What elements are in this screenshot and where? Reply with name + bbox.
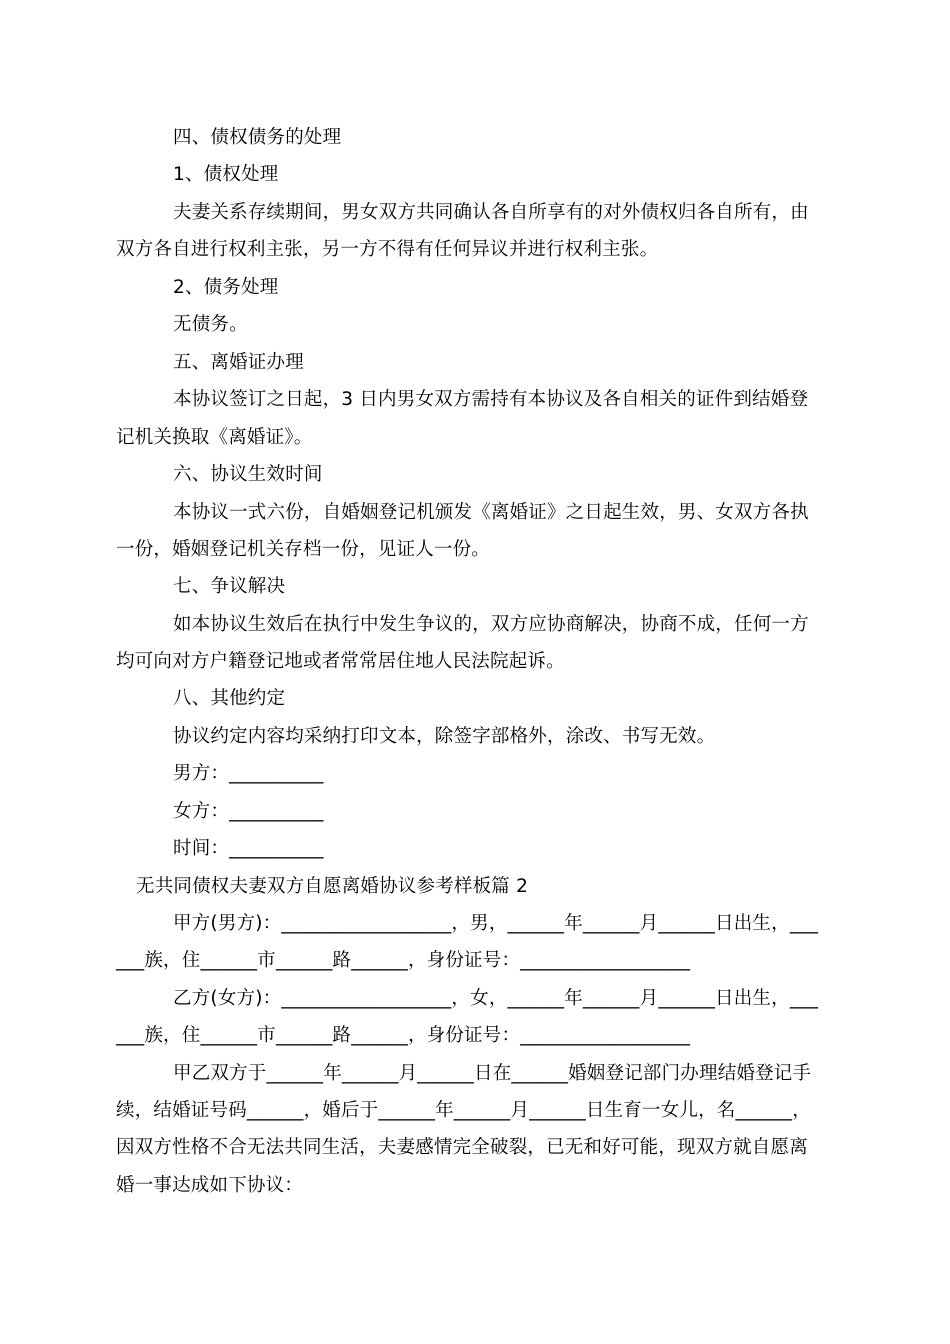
paragraph-line: 无债务。 [173, 314, 248, 335]
signature-line-date: 时间：__________ [173, 838, 324, 859]
paragraph-line: 本协议一式六份，自婚姻登记机颁发《离婚证》之日起生效，男、女双方各执 [173, 502, 809, 523]
paragraph-line: 双方各自进行权利主张，另一方不得有任何异议并进行权利主张。 [116, 239, 659, 260]
paragraph-line: 一份，婚姻登记机关存档一份，见证人一份。 [116, 539, 491, 560]
paragraph-line: 记机关换取《离婚证》。 [116, 427, 313, 448]
section-heading-other: 八、其他约定 [173, 688, 286, 709]
paragraph-line: 甲乙双方于______年______月______日在______婚姻登记部门办理结婚登记手 [173, 1063, 812, 1084]
signature-line-man: 男方：__________ [173, 763, 324, 784]
paragraph-line: 协议约定内容均采纳打印文本，除签字部格外，涂改、书写无效。 [173, 726, 716, 747]
party-a-line: 甲方(男方)：__________________，男，______年______月______日出生，___ [173, 913, 819, 934]
paragraph-line: 婚一事达成如下协议： [116, 1175, 304, 1196]
subheading-debts: 2、债务处理 [173, 277, 279, 298]
paragraph-line: 如本协议生效后在执行中发生争议的，双方应协商解决，协商不成，任何一方 [173, 614, 809, 635]
paragraph-line: 本协议签订之日起，3 日内男女双方需持有本协议及各自相关的证件到结婚登 [173, 389, 809, 410]
paragraph-line: 续，结婚证号码______，婚后于______年______月______日生育一女儿，名______， [116, 1100, 811, 1121]
party-b-line: ___族，住______市______路______，身份证号：__________________ [116, 1025, 691, 1046]
party-b-line: 乙方(女方)：__________________，女，______年______月______日出生，___ [173, 988, 819, 1009]
subheading-claims: 1、债权处理 [173, 164, 279, 185]
signature-line-woman: 女方：__________ [173, 801, 324, 822]
paragraph-line: 因双方性格不合无法共同生活，夫妻感情完全破裂，已无和好可能，现双方就自愿离 [116, 1137, 808, 1158]
section-heading-debts: 四、债权债务的处理 [173, 127, 342, 148]
party-a-line: ___族，住______市______路______，身份证号：__________________ [116, 950, 691, 971]
paragraph-line: 夫妻关系存续期间，男女双方共同确认各自所享有的对外债权归各自所有，由 [173, 202, 809, 223]
document-title: 无共同债权夫妻双方自愿离婚协议参考样板篇 2 [136, 876, 529, 897]
section-heading-disputes: 七、争议解决 [173, 576, 286, 597]
paragraph-line: 均可向对方户籍登记地或者常常居住地人民法院起诉。 [116, 651, 565, 672]
section-heading-effective-time: 六、协议生效时间 [173, 464, 323, 485]
section-heading-certificate: 五、离婚证办理 [173, 352, 304, 373]
